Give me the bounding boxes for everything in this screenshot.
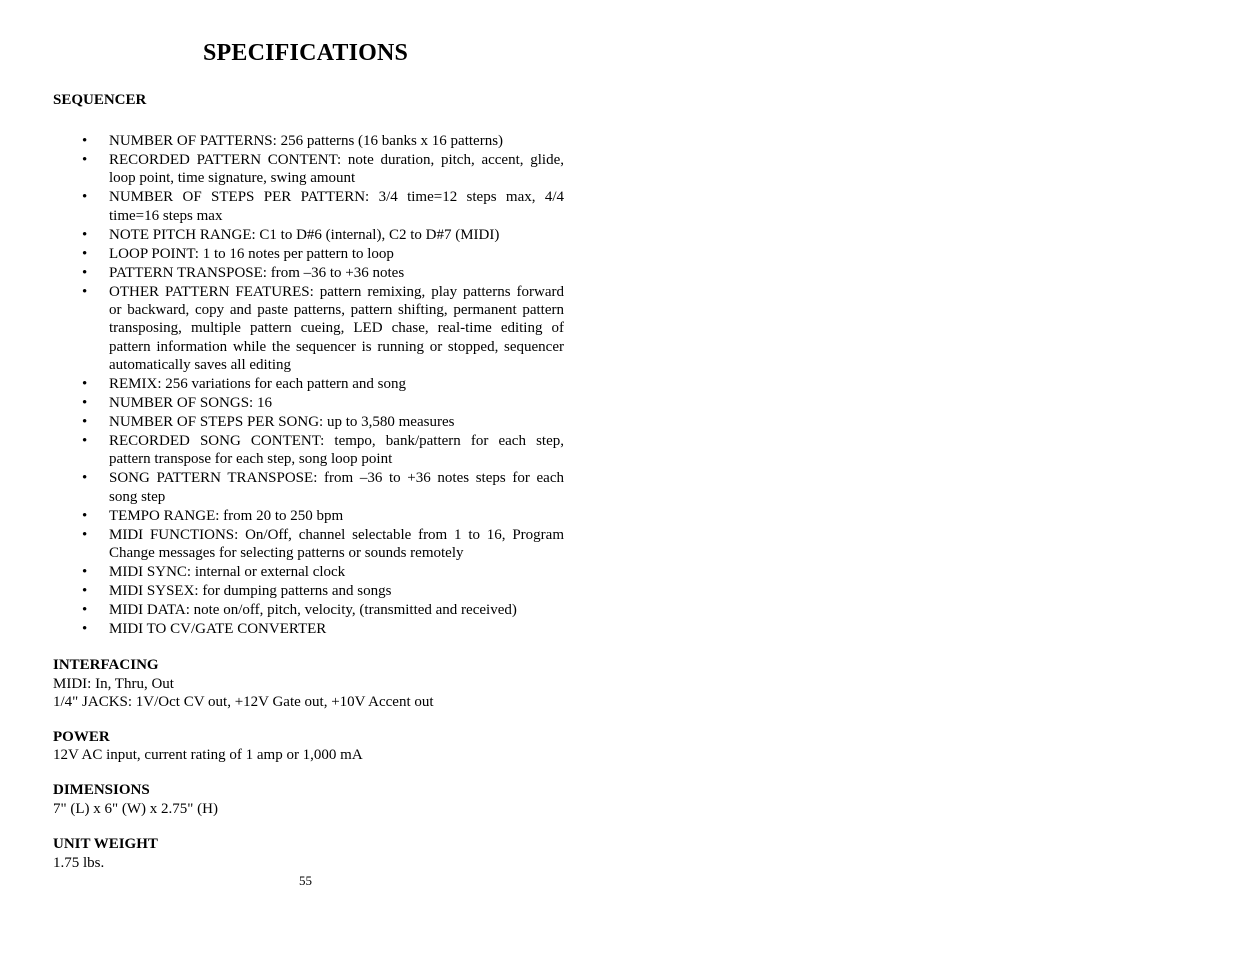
list-item: • NUMBER OF SONGS: 16 [82, 394, 564, 412]
list-item: • SONG PATTERN TRANSPOSE: from –36 to +36 notes steps for each song step [82, 469, 564, 505]
list-item: • MIDI SYNC: internal or external clock [82, 563, 564, 581]
list-item: • TEMPO RANGE: from 20 to 250 bpm [82, 507, 564, 525]
unit-weight-heading: UNIT WEIGHT [53, 836, 158, 852]
dimensions-line: 7" (L) x 6" (W) x 2.75" (H) [53, 801, 218, 817]
interfacing-heading: INTERFACING [53, 657, 159, 673]
unit-weight-line: 1.75 lbs. [53, 855, 105, 871]
list-item: • REMIX: 256 variations for each pattern and song [82, 375, 564, 393]
dimensions-heading: DIMENSIONS [53, 782, 150, 798]
list-item: • MIDI TO CV/GATE CONVERTER [82, 620, 564, 638]
list-item: • LOOP POINT: 1 to 16 notes per pattern to loop [82, 245, 564, 263]
list-item: • MIDI FUNCTIONS: On/Off, channel selectable from 1 to 16, Program Change messages for selecting patterns or sounds remotely [82, 526, 564, 562]
list-item: • MIDI SYSEX: for dumping patterns and songs [82, 582, 564, 600]
list-item: • RECORDED PATTERN CONTENT: note duration, pitch, accent, glide, loop point, time signature, swing amount [82, 151, 564, 187]
sequencer-heading: SEQUENCER [53, 92, 147, 108]
interfacing-midi-line: MIDI: In, Thru, Out [53, 676, 174, 692]
page-number: 55 [299, 873, 312, 888]
list-item: • PATTERN TRANSPOSE: from –36 to +36 notes [82, 264, 564, 282]
list-item: • NUMBER OF STEPS PER SONG: up to 3,580 measures [82, 413, 564, 431]
list-item: • NOTE PITCH RANGE: C1 to D#6 (internal), C2 to D#7 (MIDI) [82, 226, 564, 244]
power-heading: POWER [53, 729, 110, 745]
list-item: • NUMBER OF STEPS PER PATTERN: 3/4 time=12 steps max, 4/4 time=16 steps max [82, 188, 564, 224]
page-title: SPECIFICATIONS [203, 40, 409, 66]
power-line: 12V AC input, current rating of 1 amp or 1,000 mA [53, 747, 363, 763]
sequencer-spec-list [82, 132, 564, 640]
list-item: • NUMBER OF PATTERNS: 256 patterns (16 banks x 16 patterns) [82, 132, 564, 150]
interfacing-jacks-line: 1/4" JACKS: 1V/Oct CV out, +12V Gate out, +10V Accent out [53, 694, 434, 710]
list-item: • MIDI DATA: note on/off, pitch, velocity, (transmitted and received) [82, 601, 564, 619]
list-item: • RECORDED SONG CONTENT: tempo, bank/pattern for each step, pattern transpose for each step, song loop point [82, 432, 564, 468]
list-item: • OTHER PATTERN FEATURES: pattern remixing, play patterns forward or backward, copy and paste patterns, pattern shifting, permanent pattern transposing, multiple pattern cueing, LED chase, real-time editing of pattern information while the sequencer is running or stopped, sequencer automatically saves all editing [82, 283, 564, 374]
